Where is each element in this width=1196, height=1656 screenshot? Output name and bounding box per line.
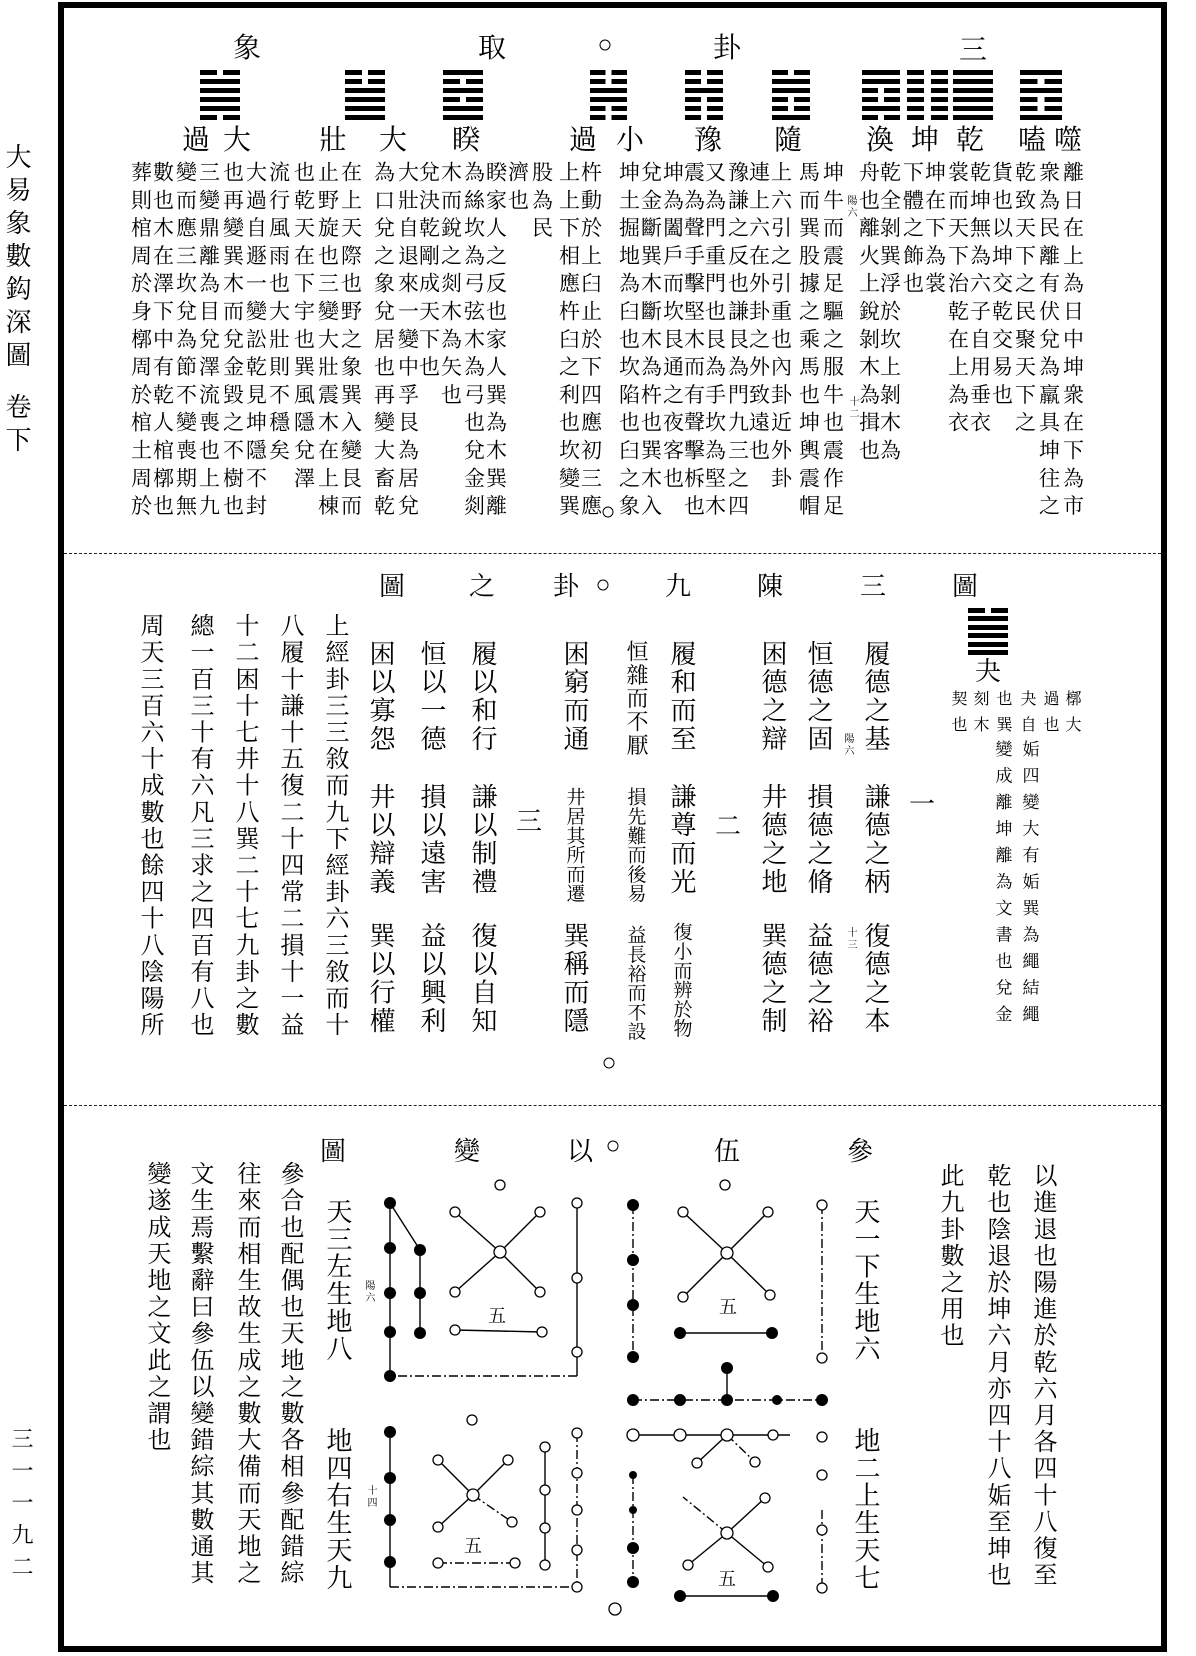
hexagram-line [862,79,900,84]
hexagram-line [1020,115,1062,120]
circle-mark [598,580,609,591]
commentary-column: 睽家人之反也家人巽為木巽離 [483,161,508,523]
hexagram-line [953,115,993,120]
commentary-column: 坤土掘地為臼也坎陷也臼之象 [616,161,641,523]
hexagram-line [907,79,948,84]
section-divider [64,1105,1161,1106]
hexagram-label: 坤 [910,123,940,156]
hexagram-line [443,79,483,84]
note-column: 變成離坤離為文書也兌金 [991,740,1012,1032]
virtue-phrase: 履以和行 [467,640,497,754]
virtue-phrase: 巽稱而隱 [559,922,589,1036]
title-char: 象 [232,31,262,64]
hexagram-line [907,97,948,102]
hexagram-line [345,88,385,93]
hexagram-yu [685,70,723,120]
commentary-column: 木而銳之剡木為矢也 [438,161,463,412]
page-number: 三一一九二 [8,1427,33,1587]
commentary-column: 為絲坎為弓弦木為弓也兌金剡 [461,161,486,523]
hexagram-line [200,97,240,102]
virtue-phrase: 復小而辨於物 [670,922,693,1038]
diagram-label: 地二上生天七 [850,1427,880,1592]
text-column: 參合也配偶也天地之數各相參配錯綜 [276,1161,304,1587]
hexagram-label: 睽 [451,123,481,156]
hexagram-line [443,70,483,75]
hexagram-guai [968,608,1008,655]
hexagram-label: 大 [378,123,408,156]
group-numeral: 一 [908,790,936,820]
virtue-phrase: 困窮而通 [559,640,589,754]
hexagram-label: 渙 [865,123,895,156]
commentary-column: 葬則棺周於身槨周於棺土周於 [128,161,153,523]
commentary-column: 流行風雨也大壯則不穩矣 [266,161,291,467]
title-char: 三 [958,33,988,66]
note-column: 周天三百六十成數也餘四十八陰陽所 [136,613,164,1039]
hexagram-line [953,106,993,111]
hexagram-line [590,79,627,84]
note-pair: 刻木 [971,690,990,742]
group-numeral: 二 [714,812,742,842]
commentary-column: 股為民 [529,161,554,245]
hexagram-label: 乾 [955,123,985,156]
note-pair: 契也 [949,690,968,742]
hexagram-line [345,106,385,111]
virtue-phrase: 復以自知 [467,922,497,1036]
title-char: 變 [453,1137,481,1167]
commentary-column: 乾致天下之民聚天下之 [1012,161,1037,439]
virtue-phrase: 井德之地 [757,783,787,897]
virtue-phrase: 困以寡怨 [365,640,395,754]
virtue-phrase: 恒雜而不厭 [623,640,648,757]
commentary-column: 也乾天在下宇也巽風隱兌澤 [291,161,316,495]
hexagram-line [1020,70,1062,75]
commentary-column: 變而應三坎兌為節不變喪期無 [173,161,198,523]
hexagram-line [345,115,385,120]
hexagram-qian [953,70,993,120]
virtue-phrase: 恒德之固 [803,640,833,754]
commentary-column: 在上天際也野之象巽入變艮而 [338,161,363,523]
commentary-column: 為口兌之象兌居也再變大畜乾 [371,161,396,523]
center-numeral: 五 [464,1536,482,1557]
virtue-phrase: 損德之脩 [803,783,833,897]
note-column: 總一百三十有六凡三求之四百有八也 [186,613,214,1039]
folio-annotation: 陽六 [842,733,853,757]
center-numeral: 五 [718,1569,736,1590]
title-char: 三 [859,572,887,602]
hexagram-line [907,106,948,111]
hexagram-line [862,88,900,93]
title-char: 以 [566,1137,594,1167]
folio-annotation: 十二 [847,396,858,420]
commentary-column: 連上六在外卦之外致遠也 [746,161,771,467]
virtue-phrase: 謙以制禮 [467,783,497,897]
circle-mark [604,1058,615,1069]
volume-label: 卷下 [1,393,31,459]
hexagram-line [862,70,900,75]
hexagram-line [590,97,627,102]
hexagram-line [200,70,240,75]
hexagram-line [590,106,627,111]
commentary-column: 大過自遯一變訟乾見坤隱不封 [243,161,268,523]
diagram-label: 地四右生天九 [322,1427,352,1592]
hexagram-sui [772,70,810,120]
virtue-phrase: 損以遠害 [416,783,446,897]
commentary-column: 三變鼎離為目兌澤流喪也上九 [196,161,221,523]
hexagram-line [590,70,627,75]
text-column: 變遂成天地之文此之謂也 [143,1161,171,1454]
note-column: 姤四變大有姤巽為繩結繩 [1018,740,1039,1032]
virtue-phrase: 益德之裕 [803,922,833,1036]
hexagram-line [968,633,1008,638]
virtue-phrase: 巽以行權 [365,922,395,1036]
hexagram-label: 過 [568,123,598,156]
note-column: 八履十謙十五復二十四常二損十一益 [276,613,304,1039]
commentary-column: 也再變巽木而兌金毀之不樹也 [220,161,245,523]
center-numeral: 五 [719,1297,737,1318]
hexagram-line [1020,79,1062,84]
hexagram-label: 過 [181,123,211,156]
circle-mark [608,1141,619,1152]
hexagram-line [443,88,483,93]
hexagram-line [200,79,240,84]
virtue-phrase: 恒以一德 [416,640,446,754]
section-divider [64,553,1161,554]
hexagram-line [772,79,810,84]
hexagram-line [772,70,810,75]
commentary-column: 又為門重門也艮為手坎為堅木 [702,161,727,523]
hexagram-line [953,79,993,84]
hexagram-line [772,115,810,120]
hexagram-line [345,97,385,102]
text-column: 此九卦數之用也 [936,1163,964,1350]
commentary-column: 坤在下為裳 [922,161,947,300]
hexagram-line [968,608,1008,613]
hexagram-line [1020,106,1062,111]
text-column: 乾也陰退於坤六月亦四十八姤至坤也 [983,1163,1011,1589]
circle-mark [600,40,611,51]
commentary-column: 濟也 [505,161,530,217]
hexagram-line [1020,97,1062,102]
virtue-phrase: 謙德之柄 [860,783,890,897]
note-pair: 夬自 [1018,690,1037,742]
hexagram-huan [862,70,900,120]
commentary-column: 裳而天下治乾在上為衣 [945,161,970,439]
diagram-label: 天三左生地八 [322,1198,352,1363]
hexagram-line [953,70,993,75]
folio-annotation: 陽六 [363,1280,374,1304]
title-char: 參 [846,1137,874,1167]
diagram-label: 天一下生地六 [850,1198,880,1363]
hexagram-line [772,106,810,111]
hexagram-line [590,88,627,93]
virtue-phrase: 謙尊而光 [666,783,696,897]
commentary-column: 兌金斷巽木斷木為杵也巽木入 [638,161,663,523]
hexagram-line [685,79,723,84]
virtue-phrase: 益長裕而不設 [624,925,647,1041]
hexagram-line [772,88,810,93]
hexagram-line [953,97,993,102]
commentary-column: 下體之飾也 [900,161,925,300]
hexagram-label: 小 [615,123,645,156]
hexagram-line [968,650,1008,655]
commentary-column: 乾坤無為六子自用垂衣 [967,161,992,439]
hexagram-line [862,97,900,102]
hexagram-line [345,70,385,75]
title-char: 之 [468,572,496,602]
hexagram-kui [443,70,483,120]
title-char: 圖 [951,572,979,602]
hexagram-label: 豫 [693,123,723,156]
commentary-column: 衆為民離有伏兌為羸具坤往之 [1036,161,1061,523]
hexagram-line [443,115,483,120]
hexagram-line [907,70,948,75]
hexagram-line [685,88,723,93]
commentary-column: 離日在上為日中坤衆在下為市 [1060,161,1085,523]
commentary-column: 杵動於上臼止於下四應初三應 [578,161,603,523]
hexagram-kun [907,70,948,120]
note-column: 上經卦三三敘而九下經卦六三敘而十 [321,613,349,1039]
title-char: 取 [477,31,507,64]
circle-mark [603,507,614,518]
commentary-column: 震為聲手擊堅木而有聲擊柝也 [681,161,706,523]
commentary-column: 乾全剝巽浮於坎上剝木為 [877,161,902,467]
hexagram-line [200,106,240,111]
hexagram-line [968,642,1008,647]
center-numeral: 五 [488,1306,506,1327]
hexagram-line [685,115,723,120]
hexagram-line [590,115,627,120]
hexagram-label: 噬 [1053,123,1083,156]
text-column: 文生焉繫辭曰參伍以變錯綜其數通其 [186,1161,214,1587]
hexagram-label: 嗑 [1017,123,1047,156]
commentary-column: 大壯自退來一變中孚艮為居兌 [395,161,420,523]
note-column: 十二困十七井十八巽二十七九卦之數 [231,613,259,1039]
hexagram-label: 夬 [974,657,1002,687]
hexagram-line [685,97,723,102]
virtue-phrase: 困德之辯 [757,640,787,754]
hexagram-daguo [200,70,240,120]
hexagram-line [443,97,483,102]
hexagram-dazhuang [345,70,385,120]
folio-annotation: 十三 [845,927,856,951]
title-char: 卦 [552,572,580,602]
book-title: 大易象數鈎深圖 [1,143,31,374]
hexagram-line [685,70,723,75]
commentary-column: 豫謙之反也謙艮為門九三之四 [725,161,750,523]
commentary-column: 兌決乾剛成天下也 [416,161,441,384]
hexagram-line [772,97,810,102]
hexagram-line [862,115,900,120]
title-char: 伍 [713,1137,741,1167]
hexagram-line [685,106,723,111]
commentary-column: 馬而巽股據之乘馬也坤輿震帽 [796,161,821,523]
text-column: 往來而相生故生成之數大備而天地之 [233,1161,261,1587]
title-char: 九 [664,572,692,602]
commentary-column: 坤牛而震足驅之服牛也震作足 [820,161,845,523]
hexagram-line [1020,88,1062,93]
group-numeral: 三 [515,807,543,837]
hexagram-line [443,106,483,111]
virtue-phrase: 履和而至 [666,640,696,754]
virtue-phrase: 井以辯義 [365,783,395,897]
commentary-column: 舟也離火上銳剝木為揖也 [856,161,881,467]
virtue-phrase: 井居其所而遷 [563,787,586,903]
hexagram-label: 大 [222,123,252,156]
hexagram-line [968,616,1008,621]
hexagram-line [345,79,385,84]
hexagram-xiaoguo [590,70,627,120]
hexagram-line [200,88,240,93]
commentary-column: 止野旋也三變大壯震木在上棟 [315,161,340,523]
virtue-phrase: 損先難而後易 [624,787,647,903]
title-char: 圖 [319,1137,347,1167]
note-pair: 過也 [1041,690,1060,742]
hexagram-line [200,115,240,120]
note-pair: 槨大 [1063,690,1082,742]
hexagram-line [862,106,900,111]
virtue-phrase: 履德之基 [860,640,890,754]
title-char: 卦 [712,31,742,64]
hexagram-line [907,115,948,120]
folio-annotation: 十四 [365,1485,376,1509]
commentary-column: 數也木在澤下中有乾人棺槨也 [150,161,175,523]
hexagram-shike [1020,70,1062,120]
commentary-column: 坤為闔戶而坎艮通之夜客也 [660,161,685,495]
title-char: 陳 [756,572,784,602]
title-char: 圖 [378,572,406,602]
hexagram-line [907,88,948,93]
hexagram-line [968,625,1008,630]
commentary-column: 貨也以坤交乾交易也 [989,161,1014,412]
virtue-phrase: 復德之本 [860,922,890,1036]
hexagram-line [953,88,993,93]
folio-annotation: 陽六 [845,195,856,219]
virtue-phrase: 巽德之制 [757,922,787,1036]
hexagram-label: 隨 [773,123,803,156]
note-pair: 也巽 [994,690,1013,742]
commentary-column: 上六引之引重也內卦近外卦 [768,161,793,495]
virtue-phrase: 益以興利 [416,922,446,1036]
text-column: 以進退也陽進於乾六月各四十八復至 [1029,1163,1057,1589]
commentary-column: 上上下相應杵臼之利也坎變巽 [556,161,581,523]
hexagram-label: 壯 [318,123,348,156]
